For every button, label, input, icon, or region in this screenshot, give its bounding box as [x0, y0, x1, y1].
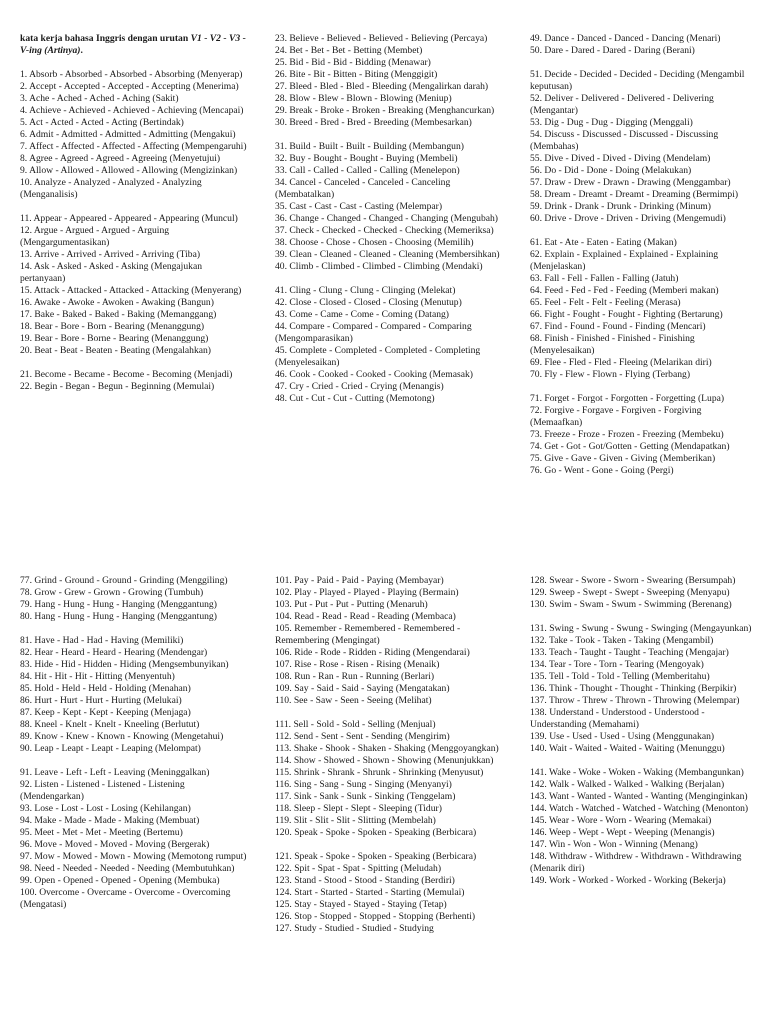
verb-entry: 54. Discuss - Discussed - Discussed - Discussing (Membahas) [530, 129, 719, 152]
verb-entry: 59. Drink - Drank - Drunk - Drinking (Minum) [530, 201, 711, 212]
verb-entry: 119. Slit - Slit - Slit - Slitting (Membelah) [275, 815, 436, 826]
verb-entry: 80. Hang - Hung - Hung - Hanging (Menggantung) [20, 611, 217, 622]
verb-entry: 132. Take - Took - Taken - Taking (Mengambil) [530, 635, 714, 646]
verb-group [530, 393, 755, 477]
verb-entry: 52. Deliver - Delivered - Delivered - Delivering (Mengantar) [530, 93, 714, 116]
verb-group [20, 369, 248, 393]
verb-entry: 43. Come - Came - Come - Coming (Datang) [275, 309, 449, 320]
verb-entry: 26. Bite - Bit - Bitten - Biting (Menggigit) [275, 69, 438, 80]
verb-entry: 18. Bear - Bore - Born - Bearing (Menanggung) [20, 321, 205, 332]
verb-entry: 140. Wait - Waited - Waited - Waiting (Menunggu) [530, 743, 725, 754]
verb-entry: 94. Make - Made - Made - Making (Membuat) [20, 815, 200, 826]
verb-entry: 31. Build - Built - Built - Building (Membangun) [275, 141, 464, 152]
verb-entry: 111. Sell - Sold - Sold - Selling (Menjual) [275, 719, 436, 730]
verb-entry: 141. Wake - Woke - Woken - Waking (Membangunkan) [530, 767, 744, 778]
verb-group [530, 767, 755, 887]
verb-entry: 89. Know - Knew - Known - Knowing (Mengetahui) [20, 731, 224, 742]
verb-entry: 82. Hear - Heard - Heard - Hearing (Mendengar) [20, 647, 208, 658]
verb-entry: 112. Send - Sent - Sent - Sending (Mengirim) [275, 731, 450, 742]
verb-entry: 58. Dream - Dreamt - Dreamt - Dreaming (Bermimpi) [530, 189, 739, 200]
verb-entry: 48. Cut - Cut - Cut - Cutting (Memotong) [275, 393, 435, 404]
verb-entry: 10. Analyze - Analyzed - Analyzed - Analyzing (Menganalisis) [20, 177, 202, 200]
verb-entry: 16. Awake - Awoke - Awoken - Awaking (Bangun) [20, 297, 214, 308]
verb-entry: 123. Stand - Stood - Stood - Standing (Berdiri) [275, 875, 455, 886]
column-top-middle [275, 33, 505, 417]
column-bottom-middle [275, 575, 505, 947]
verb-entry: 134. Tear - Tore - Torn - Tearing (Mengoyak) [530, 659, 704, 670]
verb-entry: 84. Hit - Hit - Hit - Hitting (Menyentuh) [20, 671, 175, 682]
verb-entry: 22. Begin - Began - Begun - Beginning (Memulai) [20, 381, 215, 392]
verb-entry: 145. Wear - Wore - Worn - Wearing (Memakai) [530, 815, 712, 826]
page-title [20, 33, 248, 57]
verb-group [275, 33, 505, 129]
column-top-right [530, 33, 755, 489]
verb-entry: 85. Hold - Held - Held - Holding (Menahan) [20, 683, 191, 694]
column-bottom-right [530, 575, 755, 899]
verb-entry: 130. Swim - Swam - Swum - Swimming (Berenang) [530, 599, 732, 610]
title-suffix: . [80, 45, 83, 56]
verb-entry: 1. Absorb - Absorbed - Absorbed - Absorbing (Menyerap) [20, 69, 243, 80]
verb-entry: 92. Listen - Listened - Listened - Listening (Mendengarkan) [20, 779, 185, 802]
verb-entry: 60. Drive - Drove - Driven - Driving (Mengemudi) [530, 213, 726, 224]
verb-entry: 64. Feed - Fed - Fed - Feeding (Memberi makan) [530, 285, 719, 296]
verb-entry: 74. Get - Got - Got/Gotten - Getting (Mendapatkan) [530, 441, 730, 452]
verb-entry: 125. Stay - Stayed - Stayed - Staying (Tetap) [275, 899, 447, 910]
verb-entry: 72. Forgive - Forgave - Forgiven - Forgiving (Memaafkan) [530, 405, 702, 428]
verb-entry: 120. Speak - Spoke - Spoken - Speaking (Berbicara) [275, 827, 477, 838]
verb-entry: 128. Swear - Swore - Sworn - Swearing (Bersumpah) [530, 575, 736, 586]
verb-entry: 61. Eat - Ate - Eaten - Eating (Makan) [530, 237, 677, 248]
verb-entry: 46. Cook - Cooked - Cooked - Cooking (Memasak) [275, 369, 473, 380]
verb-entry: 137. Throw - Threw - Thrown - Throwing (Melempar) [530, 695, 740, 706]
verb-entry: 100. Overcome - Overcame - Overcome - Overcoming (Mengatasi) [20, 887, 231, 910]
verb-entry: 68. Finish - Finished - Finished - Finishing (Menyelesaikan) [530, 333, 695, 356]
verb-entry: 71. Forget - Forgot - Forgotten - Forgetting (Lupa) [530, 393, 725, 404]
verb-entry: 109. Say - Said - Said - Saying (Mengatakan) [275, 683, 450, 694]
title-verb-forms: V1 - V2 - V3 - V-ing (Artinya) [20, 33, 246, 56]
verb-entry: 135. Tell - Told - Told - Telling (Memberitahu) [530, 671, 710, 682]
verb-entry: 107. Rise - Rose - Risen - Rising (Menaik) [275, 659, 440, 670]
verb-entry: 139. Use - Used - Used - Using (Menggunakan) [530, 731, 715, 742]
verb-group [530, 237, 755, 381]
verb-entry: 121. Speak - Spoke - Spoken - Speaking (Berbicara) [275, 851, 477, 862]
verb-entry: 126. Stop - Stopped - Stopped - Stopping (Berhenti) [275, 911, 476, 922]
verb-entry: 5. Act - Acted - Acted - Acting (Bertindak) [20, 117, 184, 128]
verb-entry: 76. Go - Went - Gone - Going (Pergi) [530, 465, 674, 476]
verb-group [530, 575, 755, 611]
verb-entry: 118. Sleep - Slept - Slept - Sleeping (Tidur) [275, 803, 442, 814]
verb-group [275, 285, 505, 405]
verb-entry: 36. Change - Changed - Changed - Changing (Mengubah) [275, 213, 499, 224]
verb-entry: 138. Understand - Understood - Understood - Understanding (Memahami) [530, 707, 705, 730]
verb-entry: 99. Open - Opened - Opened - Opening (Membuka) [20, 875, 220, 886]
verb-entry: 93. Lose - Lost - Lost - Losing (Kehilangan) [20, 803, 191, 814]
verb-entry: 25. Bid - Bid - Bid - Bidding (Menawar) [275, 57, 431, 68]
column-bottom-left [20, 575, 248, 923]
verb-group [530, 33, 755, 57]
verb-entry: 131. Swing - Swung - Swung - Swinging (Mengayunkan) [530, 623, 752, 634]
verb-entry: 101. Pay - Paid - Paid - Paying (Membayar) [275, 575, 444, 586]
verb-entry: 42. Close - Closed - Closed - Closing (Menutup) [275, 297, 462, 308]
verb-entry: 40. Climb - Climbed - Climbed - Climbing (Mendaki) [275, 261, 483, 272]
verb-entry: 4. Achieve - Achieved - Achieved - Achieving (Mencapai) [20, 105, 244, 116]
verb-entry: 55. Dive - Dived - Dived - Diving (Mendelam) [530, 153, 711, 164]
verb-entry: 95. Meet - Met - Met - Meeting (Bertemu) [20, 827, 183, 838]
column-top-left [20, 33, 248, 405]
verb-entry: 87. Keep - Kept - Kept - Keeping (Menjaga) [20, 707, 191, 718]
verb-entry: 34. Cancel - Canceled - Canceled - Canceling (Membatalkan) [275, 177, 451, 200]
verb-entry: 78. Grow - Grew - Grown - Growing (Tumbuh) [20, 587, 204, 598]
verb-entry: 136. Think - Thought - Thought - Thinking (Berpikir) [530, 683, 737, 694]
verb-group [20, 767, 248, 911]
verb-entry: 24. Bet - Bet - Bet - Betting (Membet) [275, 45, 423, 56]
verb-entry: 3. Ache - Ached - Ached - Aching (Sakit) [20, 93, 179, 104]
verb-entry: 105. Remember - Remembered - Remembered - Remembering (Mengingat) [275, 623, 461, 646]
verb-entry: 98. Need - Needed - Needed - Needing (Membutuhkan) [20, 863, 235, 874]
verb-entry: 11. Appear - Appeared - Appeared - Appearing (Muncul) [20, 213, 238, 224]
verb-entry: 83. Hide - Hid - Hidden - Hiding (Mengsembunyikan) [20, 659, 229, 670]
verb-group [275, 575, 505, 707]
verb-entry: 73. Freeze - Froze - Frozen - Freezing (Membeku) [530, 429, 724, 440]
verb-entry: 38. Choose - Chose - Chosen - Choosing (Memilih) [275, 237, 474, 248]
verb-entry: 15. Attack - Attacked - Attacked - Attacking (Menyerang) [20, 285, 242, 296]
title-prefix: kata kerja bahasa Inggris dengan urutan [20, 33, 191, 44]
verb-group [20, 213, 248, 357]
verb-entry: 67. Find - Found - Found - Finding (Mencari) [530, 321, 706, 332]
verb-entry: 44. Compare - Compared - Compared - Comparing (Mengomparasikan) [275, 321, 472, 344]
verb-entry: 114. Show - Showed - Shown - Showing (Menunjukkan) [275, 755, 494, 766]
verb-entry: 146. Weep - Wept - Wept - Weeping (Menangis) [530, 827, 715, 838]
verb-entry: 9. Allow - Allowed - Allowed - Allowing (Mengizinkan) [20, 165, 238, 176]
verb-entry: 106. Ride - Rode - Ridden - Riding (Mengendarai) [275, 647, 470, 658]
verb-entry: 30. Breed - Bred - Bred - Breeding (Membesarkan) [275, 117, 472, 128]
verb-entry: 144. Watch - Watched - Watched - Watching (Menonton) [530, 803, 749, 814]
verb-entry: 62. Explain - Explained - Explained - Explaining (Menjelaskan) [530, 249, 719, 272]
verb-entry: 79. Hang - Hung - Hung - Hanging (Menggantung) [20, 599, 217, 610]
verb-entry: 77. Grind - Ground - Ground - Grinding (Menggiling) [20, 575, 228, 586]
verb-entry: 117. Sink - Sank - Sunk - Sinking (Tenggelam) [275, 791, 456, 802]
verb-entry: 63. Fall - Fell - Fallen - Falling (Jatuh) [530, 273, 679, 284]
verb-entry: 37. Check - Checked - Checked - Checking (Memeriksa) [275, 225, 494, 236]
verb-entry: 88. Kneel - Knelt - Knelt - Kneeling (Berlutut) [20, 719, 200, 730]
verb-group [20, 69, 248, 201]
verb-entry: 69. Flee - Fled - Fled - Fleeing (Melarikan diri) [530, 357, 712, 368]
verb-entry: 39. Clean - Cleaned - Cleaned - Cleaning (Membersihkan) [275, 249, 500, 260]
verb-entry: 110. See - Saw - Seen - Seeing (Melihat) [275, 695, 432, 706]
verb-entry: 113. Shake - Shook - Shaken - Shaking (Menggoyangkan) [275, 743, 499, 754]
verb-entry: 2. Accept - Accepted - Accepted - Accepting (Menerima) [20, 81, 239, 92]
verb-entry: 49. Dance - Danced - Danced - Dancing (Menari) [530, 33, 721, 44]
verb-entry: 102. Play - Played - Played - Playing (Bermain) [275, 587, 459, 598]
verb-entry: 12. Argue - Argued - Argued - Arguing (Mengargumentasikan) [20, 225, 170, 248]
verb-entry: 27. Bleed - Bled - Bled - Bleeding (Mengalirkan darah) [275, 81, 489, 92]
verb-entry: 103. Put - Put - Put - Putting (Menaruh) [275, 599, 428, 610]
verb-entry: 75. Give - Gave - Given - Giving (Memberikan) [530, 453, 716, 464]
verb-entry: 122. Spit - Spat - Spat - Spitting (Meludah) [275, 863, 442, 874]
verb-entry: 104. Read - Read - Read - Reading (Membaca) [275, 611, 456, 622]
verb-entry: 6. Admit - Admitted - Admitted - Admitting (Mengakui) [20, 129, 236, 140]
verb-entry: 19. Bear - Bore - Borne - Bearing (Menanggung) [20, 333, 209, 344]
verb-entry: 142. Walk - Walked - Walked - Walking (Berjalan) [530, 779, 725, 790]
verb-entry: 21. Become - Became - Become - Becoming (Menjadi) [20, 369, 233, 380]
verb-entry: 17. Bake - Baked - Baked - Baking (Memanggang) [20, 309, 217, 320]
verb-group [530, 623, 755, 755]
verb-entry: 28. Blow - Blew - Blown - Blowing (Meniup) [275, 93, 452, 104]
verb-entry: 47. Cry - Cried - Cried - Crying (Menangis) [275, 381, 444, 392]
verb-entry: 90. Leap - Leapt - Leapt - Leaping (Melompat) [20, 743, 201, 754]
verb-entry: 56. Do - Did - Done - Doing (Melakukan) [530, 165, 692, 176]
verb-entry: 41. Cling - Clung - Clung - Clinging (Melekat) [275, 285, 456, 296]
verb-entry: 116. Sing - Sang - Sung - Singing (Menyanyi) [275, 779, 452, 790]
verb-entry: 108. Run - Ran - Run - Running (Berlari) [275, 671, 435, 682]
verb-group [20, 635, 248, 755]
verb-entry: 143. Want - Wanted - Wanted - Wanting (Menginginkan) [530, 791, 748, 802]
verb-entry: 124. Start - Started - Started - Starting (Memulai) [275, 887, 465, 898]
verb-entry: 29. Break - Broke - Broken - Breaking (Menghancurkan) [275, 105, 495, 116]
verb-group [275, 851, 505, 935]
verb-entry: 127. Study - Studied - Studied - Studying [275, 923, 434, 934]
verb-entry: 8. Agree - Agreed - Agreed - Agreeing (Menyetujui) [20, 153, 221, 164]
verb-entry: 57. Draw - Drew - Drawn - Drawing (Menggambar) [530, 177, 731, 188]
verb-entry: 86. Hurt - Hurt - Hurt - Hurting (Melukai) [20, 695, 182, 706]
verb-entry: 129. Sweep - Swept - Swept - Sweeping (Menyapu) [530, 587, 730, 598]
verb-entry: 133. Teach - Taught - Taught - Teaching (Mengajar) [530, 647, 729, 658]
verb-entry: 13. Arrive - Arrived - Arrived - Arriving (Tiba) [20, 249, 201, 260]
verb-group [20, 575, 248, 623]
verb-entry: 45. Complete - Completed - Completed - Completing (Menyelesaikan) [275, 345, 481, 368]
verb-entry: 65. Feel - Felt - Felt - Feeling (Merasa) [530, 297, 681, 308]
verb-entry: 14. Ask - Asked - Asked - Asking (Mengajukan pertanyaan) [20, 261, 202, 284]
verb-entry: 147. Win - Won - Won - Winning (Menang) [530, 839, 698, 850]
verb-entry: 115. Shrink - Shrank - Shrunk - Shrinking (Menyusut) [275, 767, 484, 778]
verb-entry: 97. Mow - Mowed - Mown - Mowing (Memotong rumput) [20, 851, 247, 862]
verb-entry: 51. Decide - Decided - Decided - Deciding (Mengambil keputusan) [530, 69, 745, 92]
verb-group [275, 719, 505, 839]
verb-entry: 96. Move - Moved - Moved - Moving (Bergerak) [20, 839, 210, 850]
verb-group [530, 69, 755, 225]
verb-entry: 32. Buy - Bought - Bought - Buying (Membeli) [275, 153, 458, 164]
verb-entry: 53. Dig - Dug - Dug - Digging (Menggali) [530, 117, 693, 128]
verb-entry: 33. Call - Called - Called - Calling (Menelepon) [275, 165, 460, 176]
verb-entry: 20. Beat - Beat - Beaten - Beating (Mengalahkan) [20, 345, 212, 356]
verb-entry: 148. Withdraw - Withdrew - Withdrawn - Withdrawing (Menarik diri) [530, 851, 742, 874]
verb-entry: 149. Work - Worked - Worked - Working (Bekerja) [530, 875, 726, 886]
verb-entry: 7. Affect - Affected - Affected - Affecting (Mempengaruhi) [20, 141, 247, 152]
verb-entry: 66. Fight - Fought - Fought - Fighting (Bertarung) [530, 309, 723, 320]
verb-group [275, 141, 505, 273]
verb-entry: 70. Fly - Flew - Flown - Flying (Terbang) [530, 369, 691, 380]
verb-entry: 23. Believe - Believed - Believed - Believing (Percaya) [275, 33, 488, 44]
verb-entry: 50. Dare - Dared - Dared - Daring (Berani) [530, 45, 695, 56]
verb-entry: 91. Leave - Left - Left - Leaving (Meninggalkan) [20, 767, 210, 778]
verb-entry: 81. Have - Had - Had - Having (Memiliki) [20, 635, 184, 646]
verb-entry: 35. Cast - Cast - Cast - Casting (Melempar) [275, 201, 443, 212]
